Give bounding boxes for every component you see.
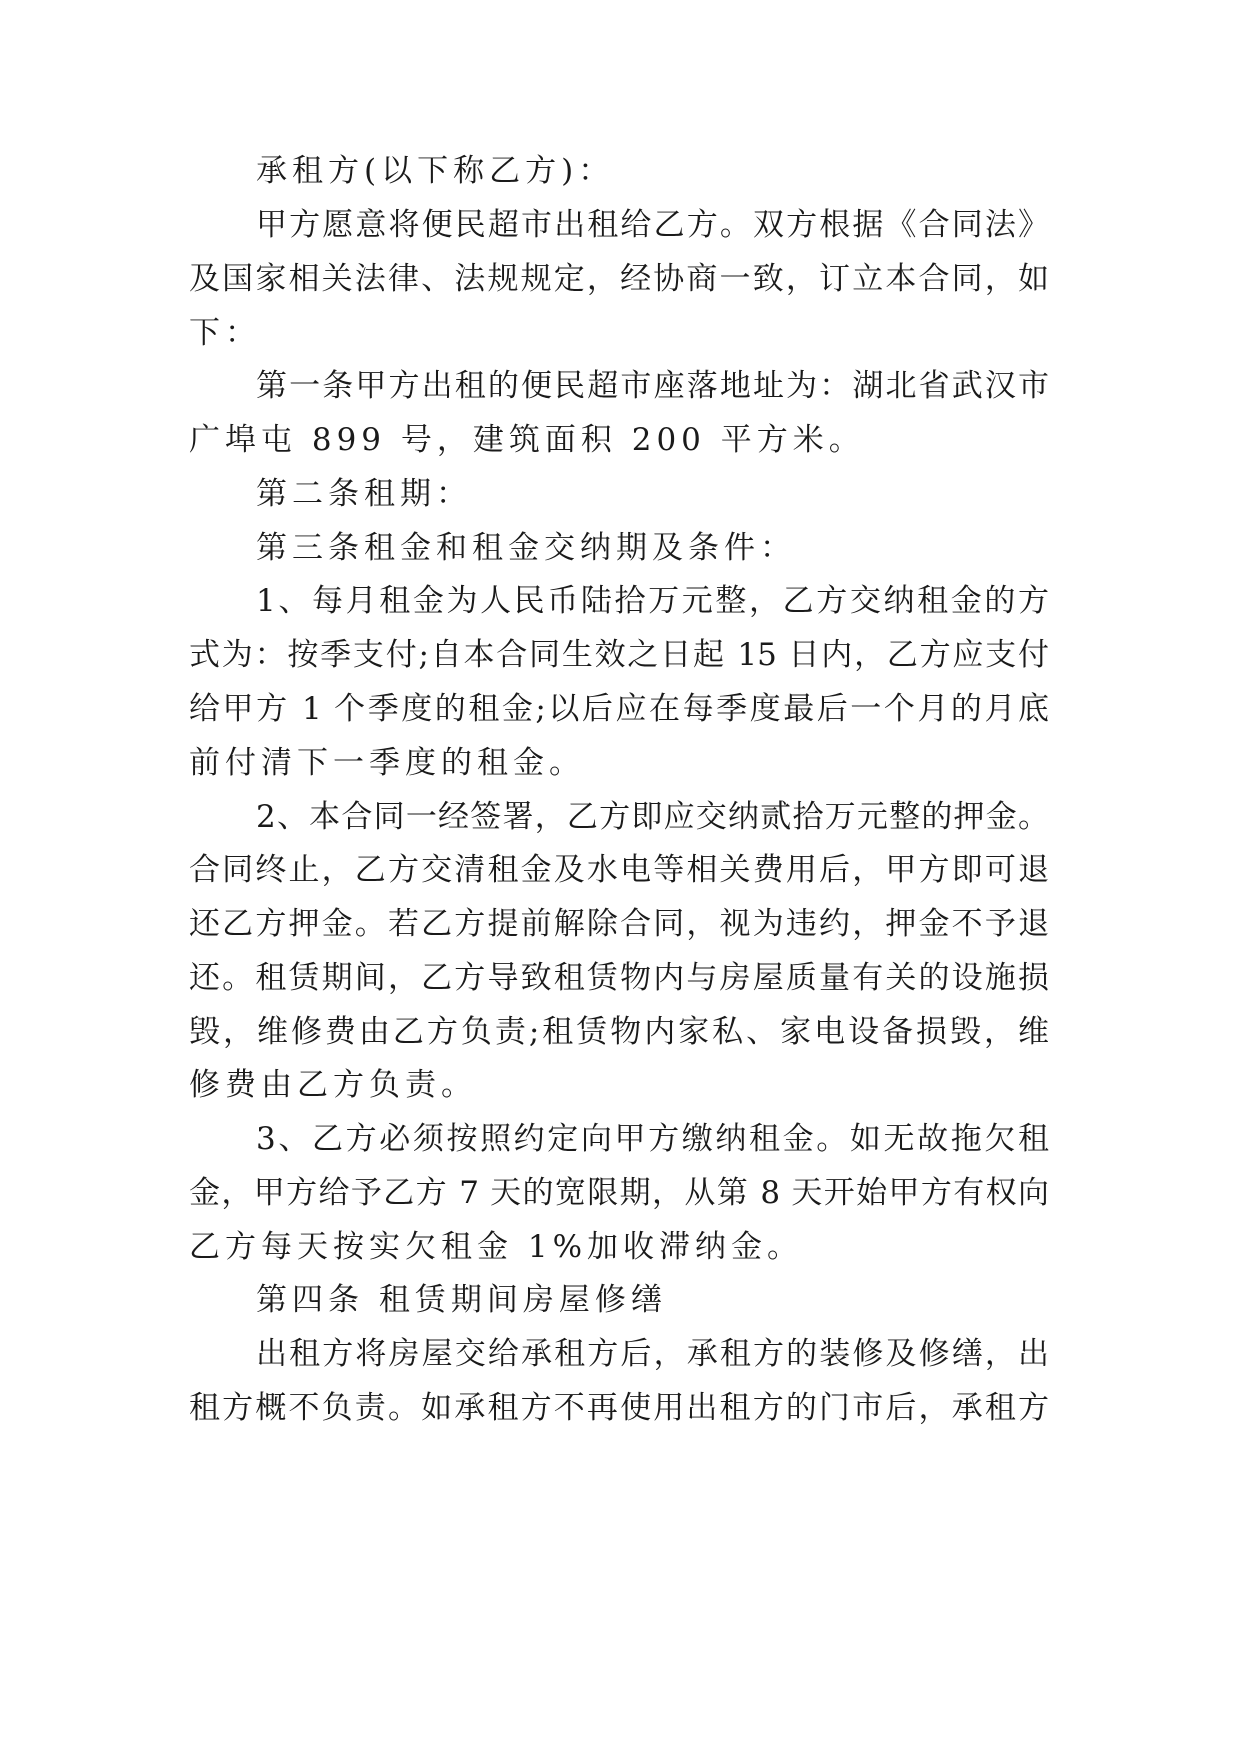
text-line: 合同终止，乙方交清租金及水电等相关费用后，甲方即可退 xyxy=(189,852,1049,888)
text-line: 第三条租金和租金交纳期及条件： xyxy=(256,530,796,566)
text-line: 第四条 租赁期间房屋修缮 xyxy=(256,1282,667,1318)
text-line: 前付清下一季度的租金。 xyxy=(189,745,585,781)
text-line: 出租方将房屋交给承租方后，承租方的装修及修缮，出 xyxy=(256,1336,1049,1372)
text-line: 及国家相关法律、法规规定，经协商一致，订立本合同，如 xyxy=(189,261,1049,297)
text-line: 乙方每天按实欠租金 1%加收滞纳金。 xyxy=(189,1229,804,1265)
text-line: 甲方愿意将便民超市出租给乙方。双方根据《合同法》 xyxy=(256,207,1049,243)
text-line: 第二条租期： xyxy=(256,476,472,512)
text-line: 金，甲方给予乙方 7 天的宽限期，从第 8 天开始甲方有权向 xyxy=(189,1175,1049,1211)
text-line: 还乙方押金。若乙方提前解除合同，视为违约，押金不予退 xyxy=(189,906,1049,942)
text-line: 第一条甲方出租的便民超市座落地址为：湖北省武汉市 xyxy=(256,368,1049,404)
text-line: 修费由乙方负责。 xyxy=(189,1067,477,1103)
text-line: 还。租赁期间，乙方导致租赁物内与房屋质量有关的设施损 xyxy=(189,960,1049,996)
text-line: 毁，维修费由乙方负责;租赁物内家私、家电设备损毁，维 xyxy=(189,1014,1049,1050)
text-line: 2、本合同一经签署，乙方即应交纳贰拾万元整的押金。 xyxy=(256,799,1049,835)
text-line: 租方概不负责。如承租方不再使用出租方的门市后，承租方 xyxy=(189,1390,1049,1426)
text-line: 广埠屯 899 号，建筑面积 200 平方米。 xyxy=(189,422,865,458)
text-line: 式为：按季支付;自本合同生效之日起 15 日内，乙方应支付 xyxy=(189,637,1049,673)
text-line: 承租方(以下称乙方)： xyxy=(256,153,615,189)
text-line: 1、每月租金为人民币陆拾万元整，乙方交纳租金的方 xyxy=(256,583,1049,619)
text-line: 下： xyxy=(189,315,261,351)
text-line: 给甲方 1 个季度的租金;以后应在每季度最后一个月的月底 xyxy=(189,691,1049,727)
text-line: 3、乙方必须按照约定向甲方缴纳租金。如无故拖欠租 xyxy=(256,1121,1049,1157)
